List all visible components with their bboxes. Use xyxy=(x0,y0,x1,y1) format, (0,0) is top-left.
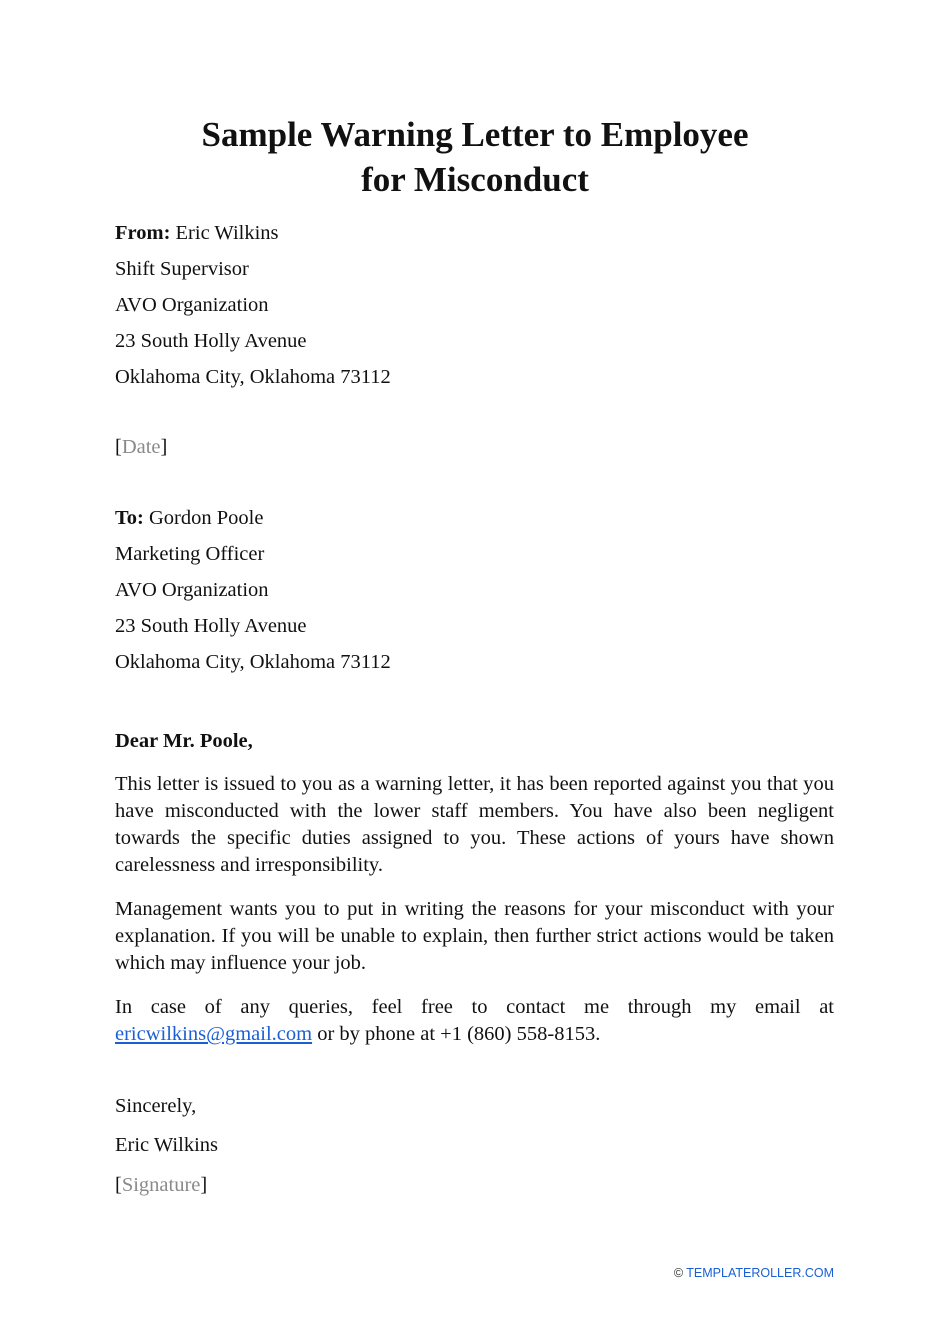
date-placeholder: Date xyxy=(121,436,161,458)
sender-city: Oklahoma City, Oklahoma 73112 xyxy=(115,366,391,388)
footer-brand-link[interactable]: TEMPLATEROLLER.COM xyxy=(686,1266,834,1280)
recipient-position: Marketing Officer xyxy=(115,543,265,565)
recipient-organization: AVO Organization xyxy=(115,579,269,601)
title-line-2: for Misconduct xyxy=(361,160,589,199)
title-line-1: Sample Warning Letter to Employee xyxy=(201,115,749,154)
body-paragraph-2: Management wants you to put in writing the reasons for your misconduct with your explanation. If you will be unable to explain, then further strict actions would be taken which may influence your job. xyxy=(115,898,834,974)
body-paragraph-3 xyxy=(115,994,834,1048)
footer-credit xyxy=(674,1266,834,1280)
signature-open-bracket: [ xyxy=(115,1174,122,1196)
date-open-bracket: [ xyxy=(115,436,122,458)
sender-street: 23 South Holly Avenue xyxy=(115,330,307,352)
closing-block xyxy=(115,1087,835,1204)
recipient-name-line xyxy=(115,500,835,536)
sender-position: Shift Supervisor xyxy=(115,258,249,280)
signature-placeholder: Signature xyxy=(121,1174,201,1196)
sender-name: Eric Wilkins xyxy=(175,222,279,244)
sender-block xyxy=(115,215,835,395)
sender-name-line xyxy=(115,215,835,251)
closing-name: Eric Wilkins xyxy=(115,1134,218,1156)
signature-field[interactable] xyxy=(115,1166,835,1204)
copyright-icon: © xyxy=(673,1266,684,1280)
salutation: Dear Mr. Poole, xyxy=(115,730,253,752)
signature-close-bracket: ] xyxy=(200,1174,208,1196)
recipient-name: Gordon Poole xyxy=(149,507,264,529)
to-label: To: xyxy=(115,507,144,529)
document-title xyxy=(0,112,950,202)
recipient-street: 23 South Holly Avenue xyxy=(115,615,307,637)
paragraph-3-end: or by phone at +1 (860) 558-8153. xyxy=(312,1023,601,1045)
date-close-bracket: ] xyxy=(160,436,168,458)
from-label: From: xyxy=(115,222,171,244)
email-link[interactable]: ericwilkins@gmail.com xyxy=(115,1023,313,1045)
date-field[interactable] xyxy=(115,429,835,465)
paragraph-3-start: In case of any queries, feel free to contact me through my email at xyxy=(115,996,834,1018)
body-paragraph-1: This letter is issued to you as a warning letter, it has been reported against you that you have misconducted with the lower staff members. You have also been negligent towards the specific duties assigned to you. These actions of yours have shown carelessness and irresponsibility. xyxy=(115,773,834,876)
recipient-city: Oklahoma City, Oklahoma 73112 xyxy=(115,651,391,673)
valediction: Sincerely, xyxy=(115,1095,197,1117)
date-block xyxy=(115,429,835,465)
sender-organization: AVO Organization xyxy=(115,294,269,316)
recipient-block xyxy=(115,500,835,680)
